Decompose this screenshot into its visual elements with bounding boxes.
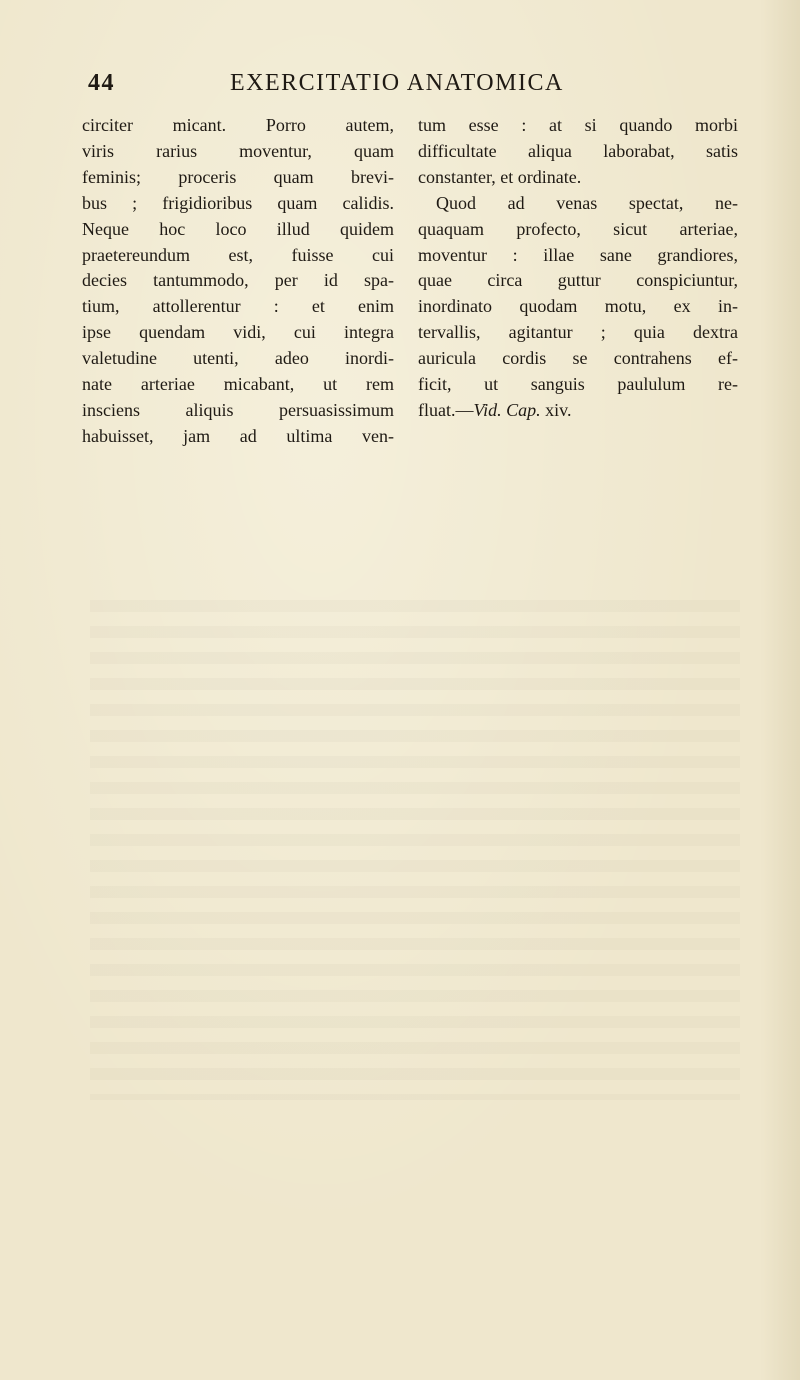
text-line: ficit, ut sanguis paululum re-: [418, 374, 738, 395]
text-line: ipse quendam vidi, cui integra: [82, 322, 394, 343]
text-line: auricula cordis se contrahens ef-: [418, 348, 738, 369]
text-line: valetudine utenti, adeo inordi-: [82, 348, 394, 369]
text-line: difficultate aliqua laborabat, satis: [418, 140, 738, 161]
text-line-final: [418, 398, 738, 424]
text-line: feminis; proceris quam brevi-: [82, 166, 394, 187]
text-line: viris rarius moventur, quam: [82, 140, 394, 161]
text-line: Quod ad venas spectat, ne-: [436, 192, 738, 213]
text-line: constanter, et ordinate.: [418, 166, 582, 187]
text-line: insciens aliquis persuasissimum: [82, 399, 394, 420]
reference-number: xiv.: [545, 399, 572, 420]
text-line: inordinato quodam motu, ex in-: [418, 296, 738, 317]
final-line-text: fluat.—: [418, 399, 474, 420]
text-line: decies tantummodo, per id spa-: [82, 270, 394, 291]
text-line: bus ; frigidioribus quam calidis.: [82, 192, 394, 213]
text-line: circiter micant. Porro autem,: [82, 115, 394, 135]
text-line: tum esse : at si quando morbi: [418, 115, 738, 135]
text-line: habuisset, jam ad ultima ven-: [82, 425, 394, 446]
right-column: [418, 113, 738, 424]
text-line: tium, attollerentur : et enim: [82, 296, 394, 317]
text-line: moventur : illae sane grandiores,: [418, 244, 738, 265]
cross-reference: Vid. Cap.: [473, 399, 541, 420]
text-line: praetereundum est, fuisse cui: [82, 244, 394, 265]
text-line: quaquam profecto, sicut arteriae,: [418, 218, 738, 239]
text-line: nate arteriae micabant, ut rem: [82, 374, 394, 395]
running-head: EXERCITATIO ANATOMICA: [230, 70, 564, 96]
text-line: tervallis, agitantur ; quia dextra: [418, 322, 738, 343]
left-column: [82, 113, 394, 450]
show-through-texture: [90, 600, 740, 1100]
page-number: 44: [88, 70, 115, 96]
page-header: [88, 70, 588, 110]
text-line: Neque hoc loco illud quidem: [82, 218, 394, 239]
text-line: quae circa guttur conspiciuntur,: [418, 270, 738, 291]
